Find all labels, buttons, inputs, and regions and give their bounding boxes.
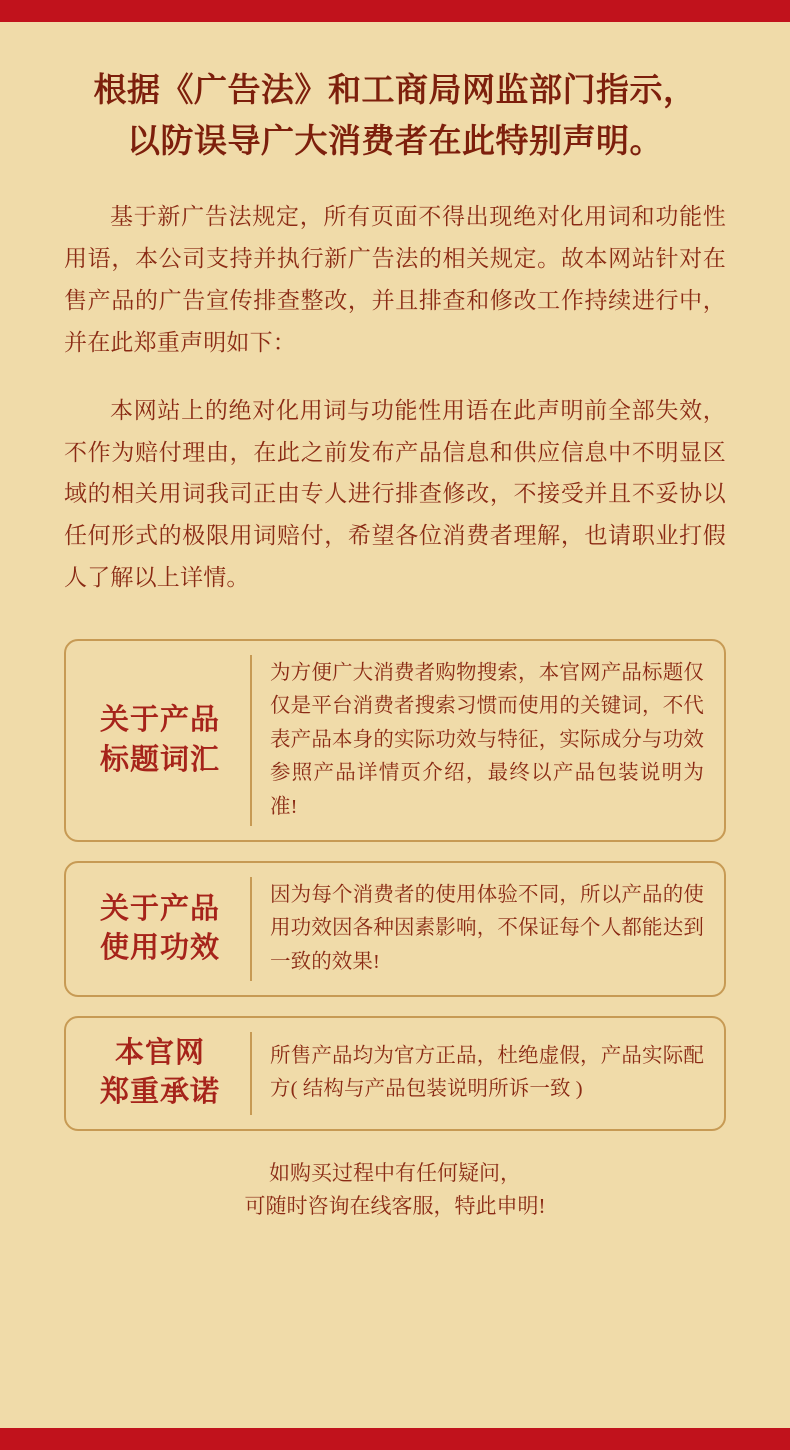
notice-card-title	[76, 877, 252, 981]
notice-card-title-line-2: 标题词汇	[99, 743, 220, 776]
notice-card-body: 为方便广大消费者购物搜索，本官网产品标题仅仅是平台消费者搜索习惯而使用的关键词，不代表产品本身的实际功效与特征，实际成分与功效参照产品详情页介绍，最终以产品包装说明为准!	[270, 662, 704, 818]
content-area	[0, 22, 790, 1428]
top-red-band	[0, 0, 790, 22]
notice-card-title-line-2: 郑重承诺	[99, 1076, 220, 1109]
statement-paragraph-1: 基于新广告法规定，所有页面不得出现绝对化用词和功能性用语，本公司支持并执行新广告法的相关规定。故本网站针对在售产品的广告宣传排查整改，并且排查和修改工作持续进行中，并在此郑重声明如下：	[64, 204, 726, 355]
notice-card-title-line-1: 关于产品	[99, 704, 220, 737]
footer-note	[64, 1157, 726, 1224]
notice-card-product-title	[64, 639, 726, 842]
notice-card-title-line-1: 本官网	[114, 1037, 205, 1070]
notice-card-body: 所售产品均为官方正品，杜绝虚假，产品实际配方( 结构与产品包装说明所诉一致 )	[270, 1045, 704, 1101]
page-title	[64, 66, 726, 168]
notice-card-list	[64, 639, 726, 1131]
notice-card-title-line-2: 使用功效	[99, 932, 220, 965]
notice-card-title-line-1: 关于产品	[99, 893, 220, 926]
bottom-red-band	[0, 1428, 790, 1450]
statement-paragraph-2: 本网站上的绝对化用词与功能性用语在此声明前全部失效，不作为赔付理由，在此之前发布产品信息和供应信息中不明显区域的相关用词我司正由专人进行排查修改，不接受并且不妥协以任何形式的极限用词赔付，希望各位消费者理解，也请职业打假人了解以上详情。	[64, 397, 726, 591]
notice-card-title	[76, 655, 252, 826]
notice-card-official-promise	[64, 1016, 726, 1130]
footer-note-line-2: 可随时咨询在线客服，特此申明!	[244, 1194, 546, 1219]
page-title-line-1: 根据《广告法》和工商局网监部门指示，	[93, 73, 697, 109]
notice-card-body: 因为每个消费者的使用体验不同，所以产品的使用功效因各种因素影响，不保证每个人都能达到一致的效果!	[270, 884, 704, 973]
notice-card-product-effect	[64, 861, 726, 997]
page-title-line-2: 以防误导广大消费者在此特别声明。	[127, 124, 663, 161]
notice-card-title	[76, 1032, 252, 1114]
footer-note-line-1: 如购买过程中有任何疑问，	[269, 1160, 521, 1185]
